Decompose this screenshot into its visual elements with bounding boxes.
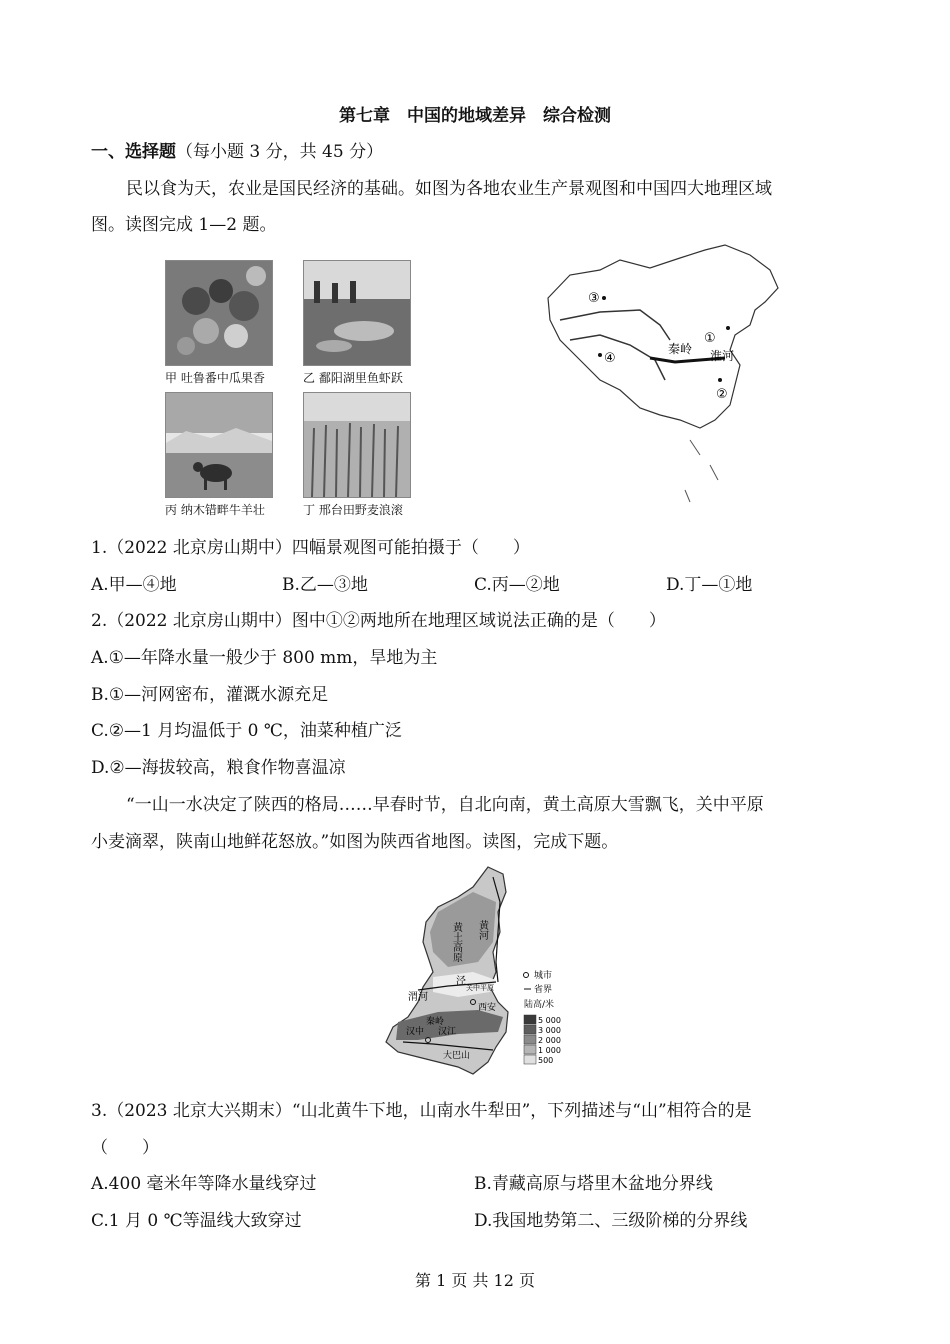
q1-option-c: C.丙—②地: [474, 575, 560, 595]
legend-level-1: 3 000: [538, 1026, 561, 1035]
elevation-legend: [524, 1015, 561, 1065]
q3-stem-line1: 3.（2023 北京大兴期末）“山北黄牛下地，山南水牛犁田”，下列描述与“山”相符合的是: [91, 1101, 752, 1121]
label-weihe: 渭河: [408, 992, 428, 1003]
intro2-line1: “一山一水决定了陕西的格局……早春时节，自北向南，黄土高原大雪飘飞，关中平原: [126, 795, 764, 815]
label-plain: 关中平原: [466, 984, 494, 992]
legend-level-3: 1 000: [538, 1046, 561, 1055]
photo-jia-caption: 甲 吐鲁番中瓜果香: [165, 371, 265, 385]
section-heading-note: （每小题 3 分，共 45 分）: [176, 142, 384, 162]
label-dabashan: 大巴山: [443, 1051, 471, 1061]
label-hanjiang: 汉江: [438, 1027, 457, 1037]
intro1-line1: 民以食为天，农业是国民经济的基础。如图为各地农业生产景观图和中国四大地理区域: [126, 179, 772, 199]
photo-jia-image: [166, 261, 272, 365]
mark-4: ④: [604, 351, 616, 366]
q3-option-b: B.青藏高原与塔里木盆地分界线: [474, 1174, 713, 1194]
photo-jia: [165, 260, 273, 366]
shaanxi-map: [378, 862, 578, 1080]
legend-city-icon: [524, 973, 529, 978]
photo-ding: [303, 392, 411, 498]
legend-level-2: 2 000: [538, 1036, 561, 1045]
legend-swatch-3: [524, 1045, 536, 1054]
label-huanghe: 黄河: [476, 920, 488, 940]
section-heading: [91, 137, 383, 162]
legend-border: 省界: [534, 985, 553, 995]
photo-ding-caption: 丁 邢台田野麦浪滚: [303, 503, 403, 517]
legend-level-0: 5 000: [538, 1016, 561, 1025]
label-huaihe: 淮河: [710, 349, 735, 363]
legend-level-4: 500: [538, 1056, 554, 1065]
q2-option-c: C.②—1 月均温低于 0 ℃，油菜种植广泛: [91, 721, 402, 741]
legend-swatch-4: [524, 1055, 536, 1064]
mark-2: ②: [716, 387, 728, 402]
section-heading-label: 一、选择题: [91, 142, 176, 162]
q3-stem-line2: （ ）: [91, 1138, 159, 1158]
q2-option-d: D.②—海拔较高，粮食作物喜温凉: [91, 758, 346, 778]
china-regions-map: [540, 240, 800, 510]
q2-option-b: B.①—河网密布，灌溉水源充足: [91, 685, 329, 705]
mark-3: ③: [588, 291, 600, 306]
legend-city: 城市: [534, 971, 553, 981]
islands: [685, 440, 718, 502]
q2-stem: 2.（2022 北京房山期中）图中①②两地所在地理区域说法正确的是（ ）: [91, 611, 666, 631]
legend-title: 陆高/米: [524, 1000, 555, 1010]
label-hanzhong: 汉中: [406, 1027, 425, 1037]
label-jinghe: 泾: [456, 976, 466, 987]
q3-option-d: D.我国地势第二、三级阶梯的分界线: [474, 1211, 748, 1231]
intro2-line2: 小麦滴翠，陕南山地鲜花怒放。”如图为陕西省地图。读图，完成下题。: [91, 832, 619, 852]
landscape-photos: [165, 260, 425, 520]
q3-option-a: A.400 毫米年等降水量线穿过: [91, 1174, 317, 1194]
legend-swatch-1: [524, 1025, 536, 1034]
shaanxi-outline: [386, 867, 508, 1074]
page-footer: 第 1 页 共 12 页: [415, 1271, 535, 1290]
point-1: [726, 326, 730, 330]
page-title: 第七章 中国的地域差异 综合检测: [339, 106, 611, 126]
photo-yi: [303, 260, 411, 366]
point-2: [718, 378, 722, 382]
label-xian: 西安: [478, 1003, 497, 1013]
q2-option-a: A.①—年降水量一般少于 800 mm，旱地为主: [91, 648, 438, 668]
photo-yi-image: [304, 261, 410, 365]
legend-swatch-2: [524, 1035, 536, 1044]
mark-1: ①: [704, 331, 716, 346]
q3-option-c: C.1 月 0 ℃等温线大致穿过: [91, 1211, 302, 1231]
point-4: [598, 353, 602, 357]
point-3: [602, 296, 606, 300]
intro1-line2: 图。读图完成 1—2 题。: [91, 215, 277, 235]
q1-option-d: D.丁—①地: [666, 575, 753, 595]
north-boundary: [560, 310, 670, 340]
china-outline: [548, 245, 778, 428]
photo-bing-image: [166, 393, 272, 497]
legend-swatch-0: [524, 1015, 536, 1024]
photo-bing-caption: 丙 纳木错畔牛羊壮: [165, 503, 265, 517]
photo-ding-image: [304, 393, 410, 497]
q1-stem: 1.（2022 北京房山期中）四幅景观图可能拍摄于（ ）: [91, 538, 530, 558]
label-qinling: 秦岭: [426, 1017, 445, 1027]
photo-yi-caption: 乙 鄱阳湖里鱼虾跃: [303, 371, 403, 385]
q1-option-b: B.乙—③地: [282, 575, 368, 595]
label-qinling: 秦岭: [668, 342, 693, 356]
photo-bing: [165, 392, 273, 498]
label-plateau: 黄土高原: [450, 922, 462, 962]
q1-option-a: A.甲—④地: [91, 575, 177, 595]
